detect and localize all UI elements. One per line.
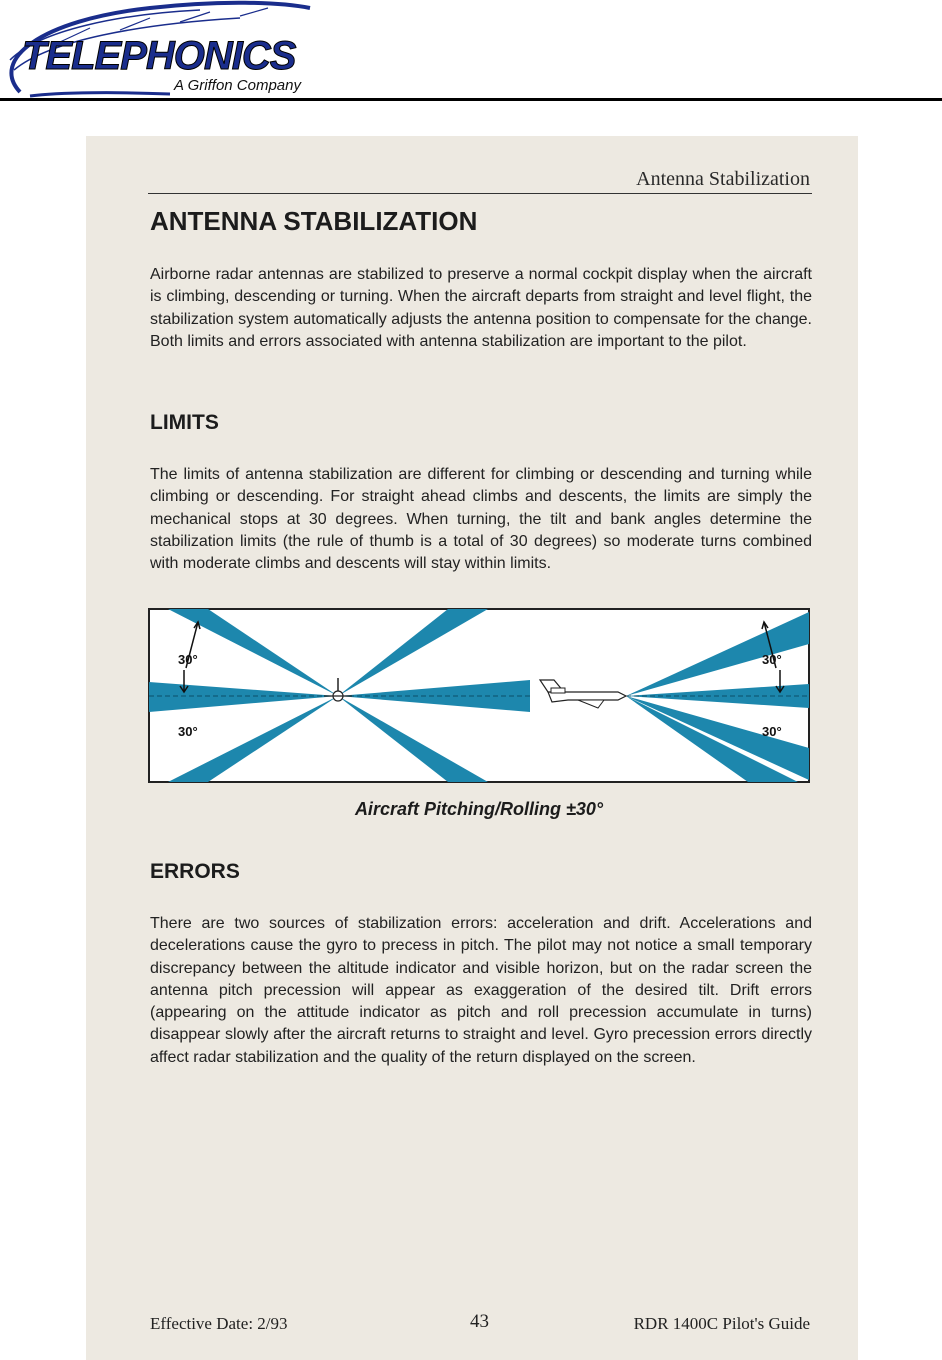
telephonics-logo bbox=[0, 0, 370, 100]
angle-label-up-left: 30° bbox=[178, 652, 198, 667]
page-title: ANTENNA STABILIZATION bbox=[150, 206, 478, 236]
errors-paragraph: There are two sources of stabilization errors: acceleration and drift. Accelerations and decelerations cause the gyro to precess in pitch. The pilot may not notice a small temporary discrepancy between the altitude indicator and visible horizon, but on the radar screen the antenna pitch precession will appear as exaggeration of the desired tilt. Drift errors (appearing on the attitude indicator as pitch and roll precession accumulate in turns) disappear slowly after the aircraft returns to straight and level. Gyro precession errors directly affect radar stabilization and the quality of the return displayed on the screen. bbox=[150, 915, 812, 1066]
stabilization-figure bbox=[148, 608, 810, 783]
angle-label-down-right: 30° bbox=[762, 724, 782, 739]
logo-wordmark: TELEPHONICS bbox=[22, 34, 296, 78]
beam-diagram bbox=[148, 608, 810, 783]
header-divider bbox=[0, 98, 942, 101]
page-number: 43 bbox=[470, 1311, 489, 1332]
angle-label-down-left: 30° bbox=[178, 724, 198, 739]
running-head-rule bbox=[148, 193, 812, 194]
angle-label-up-right: 30° bbox=[762, 652, 782, 667]
running-head: Antenna Stabilization bbox=[636, 168, 810, 190]
limits-paragraph: The limits of antenna stabilization are different for climbing or descending and turning while climbing or descending. For straight ahead climbs and descents, the limits are simply the mechanical stops at 30 degrees. When turning, the tilt and bank angles determine the stabilization limits (the rule of thumb is a total of 30 degrees) so moderate turns combined with moderate climbs and descents will stay within limits. bbox=[150, 466, 812, 573]
intro-paragraph: Airborne radar antennas are stabilized to preserve a normal cockpit display when the aircraft is climbing, descending or turning. When the aircraft departs from straight and level flight, the stabilization system automatically adjusts the antenna position to compensate for the change. Both limits and errors associated with antenna stabilization are important to the pilot. bbox=[150, 266, 812, 350]
footer-effective-date: Effective Date: 2/93 bbox=[150, 1314, 288, 1333]
footer-guide-title: RDR 1400C Pilot's Guide bbox=[633, 1314, 810, 1333]
errors-heading: ERRORS bbox=[150, 860, 240, 883]
limits-heading: LIMITS bbox=[150, 411, 219, 434]
logo-tagline: A Griffon Company bbox=[174, 77, 301, 94]
figure-caption: Aircraft Pitching/Rolling ±30° bbox=[354, 799, 604, 819]
